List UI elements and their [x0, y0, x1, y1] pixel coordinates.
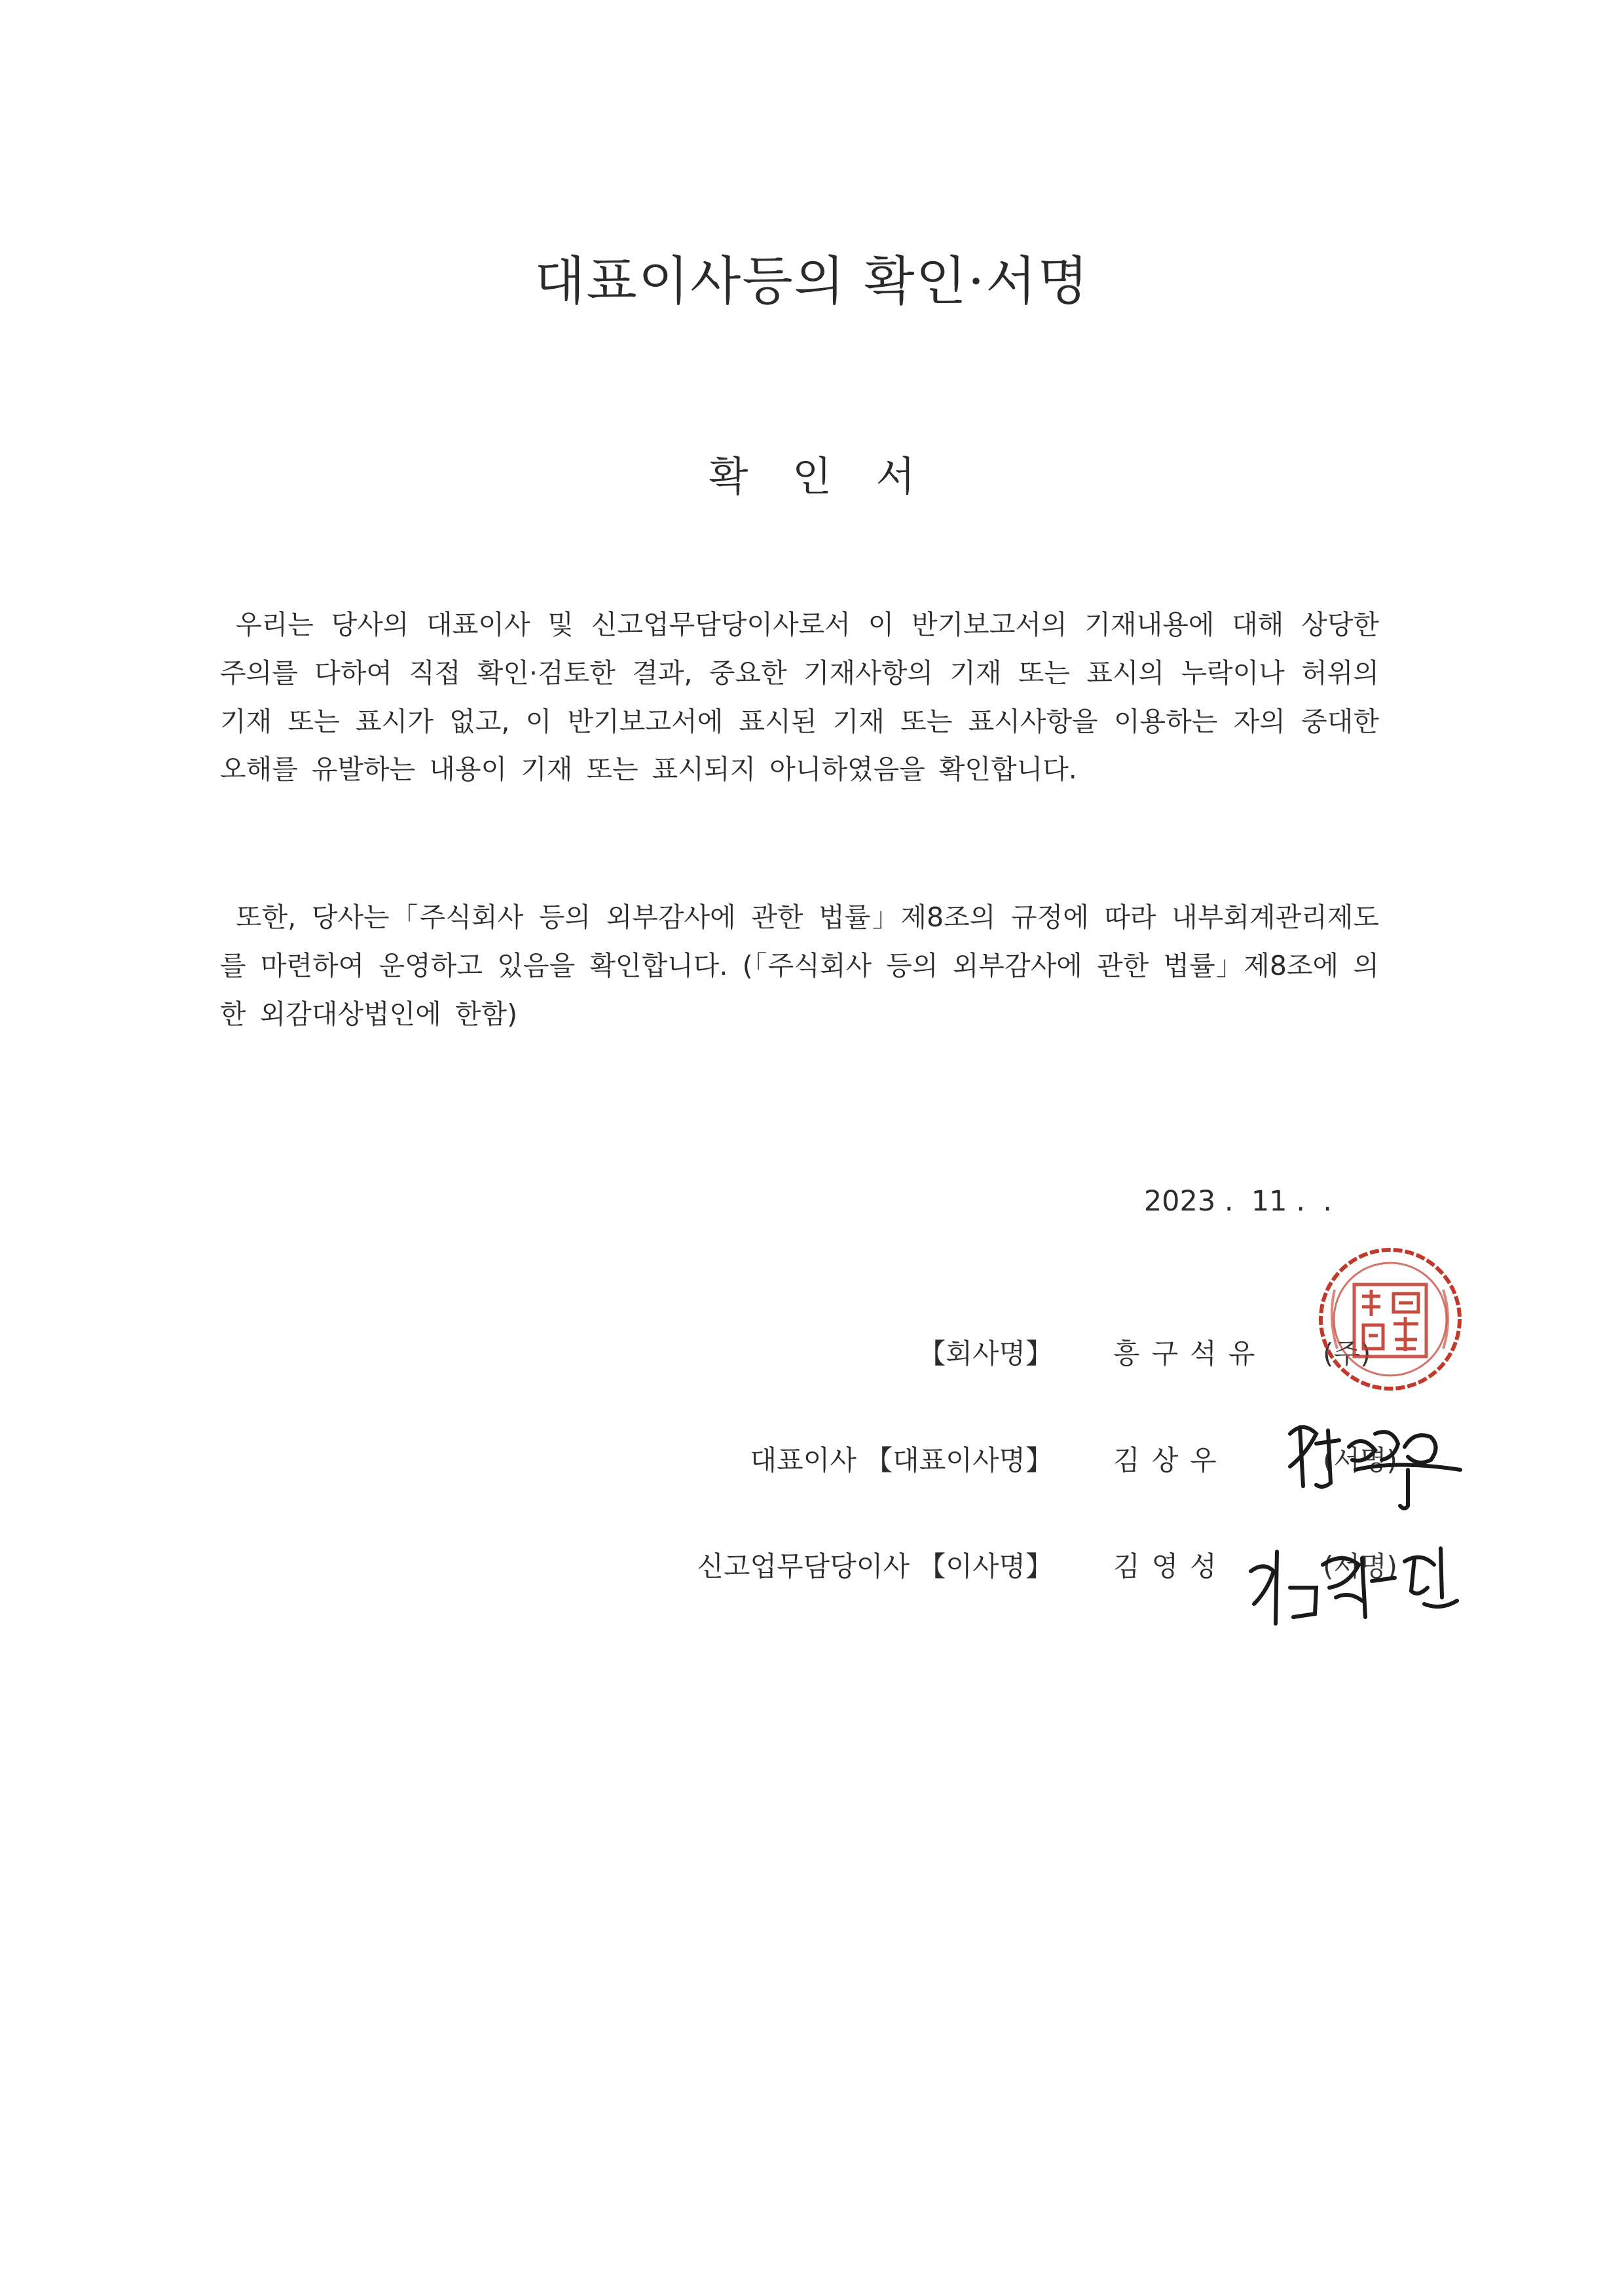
page-title: 대표이사등의 확인·서명	[534, 251, 1090, 312]
company-name-label: 【회사명】	[918, 1338, 1053, 1370]
director-label: 신고업무담당이사 【이사명】	[697, 1550, 1053, 1582]
ceo-label: 대표이사 【대표이사명】	[750, 1444, 1053, 1476]
ceo-handwritten-signature	[1277, 1408, 1467, 1512]
ceo-name: 김상우	[1113, 1444, 1228, 1476]
document-date: 2023 . 11 . .	[1143, 1185, 1332, 1218]
ceo-signature-mark: (서명)	[1323, 1444, 1397, 1476]
internal-control-paragraph: 또한, 당사는「주식회사 등의 외부감사에 관한 법률」제8조의 규정에 따라 내부회계관리제도를 마련하여 운영하고 있음을 확인합니다. (「주식회사 등의 외부감사에 관한 법률」제8조에 의한 외감대상법인에 한함)	[220, 902, 1379, 1030]
director-handwritten-signature	[1238, 1525, 1467, 1630]
company-seal-icon	[1315, 1244, 1466, 1394]
company-suffix: (주)	[1323, 1338, 1371, 1370]
document-heading: 확 인 서	[709, 452, 931, 500]
director-signature-mark: (서명)	[1323, 1550, 1397, 1582]
company-name: 흥구석유	[1113, 1338, 1267, 1370]
confirmation-paragraph: 우리는 당사의 대표이사 및 신고업무담당이사로서 이 반기보고서의 기재내용에 대해 상당한 주의를 다하여 직접 확인·검토한 결과, 중요한 기재사항의 기재 또는 표시의 누락이나 허위의 기재 또는 표시가 없고, 이 반기보고서에 표시된 기재 또는 표시사항을 이용하는 자의 중대한 오해를 유발하는 내용이 기재 또는 표시되지 아니하였음을 확인합니다.	[220, 609, 1379, 786]
director-name: 김영성	[1113, 1550, 1228, 1582]
